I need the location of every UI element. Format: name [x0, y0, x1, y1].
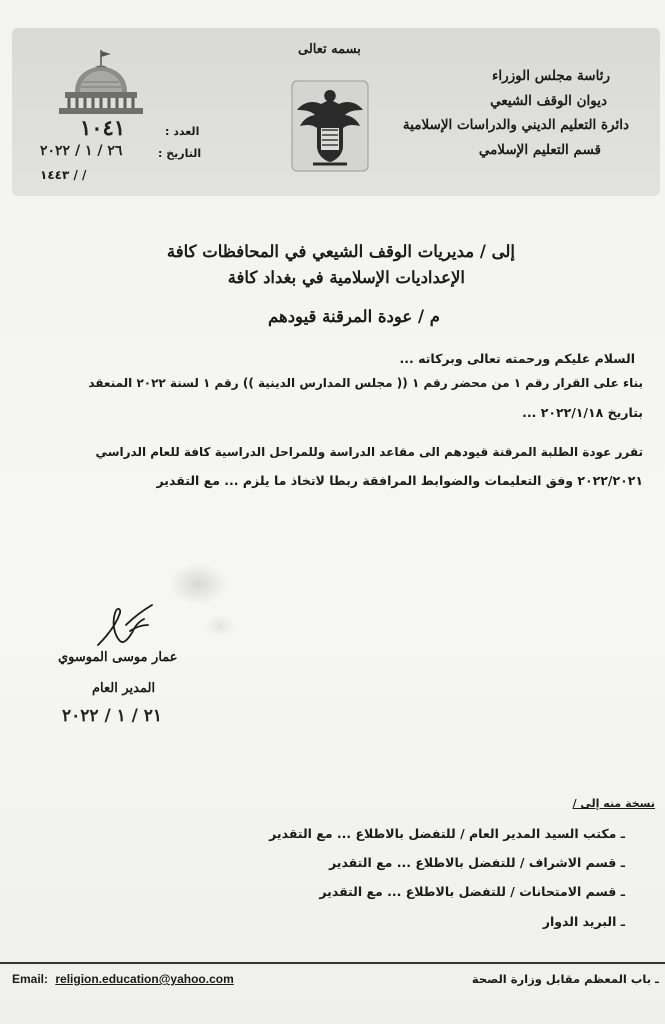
copy-item-text: البريد الدوار	[542, 914, 617, 929]
recipient-line-1: إلى / مديريات الوقف الشيعي في المحافظات كافة	[166, 242, 515, 261]
copy-item-dash: ـ	[620, 826, 625, 841]
faded-stamp-mark-small	[205, 615, 235, 637]
copies-heading: نسخة منه إلى /	[572, 797, 655, 810]
paragraph-1-line-2: بتاريخ ٢٠٢٢/١/١٨ ...	[522, 405, 643, 420]
paragraph-1-line-1: بناء على القرار رقم ١ من محضر رقم ١ (( مجلس المدارس الدينية )) رقم ١ لسنة ٢٠٢٢ المنعقد	[88, 376, 643, 390]
number-value: ١٠٤١	[80, 115, 126, 140]
paragraph-2-line-2: ٢٠٢٢/٢٠٢١ وفق التعليمات والضوابط المرافقة ربطا لاتخاذ ما يلزم ... مع التقدير	[156, 473, 643, 488]
iraq-eagle-emblem-icon	[291, 80, 369, 172]
footer-divider	[0, 962, 665, 964]
copy-item-1	[269, 826, 625, 841]
basmala: بسمه تعالى	[298, 42, 361, 57]
copy-item-2	[329, 855, 625, 870]
signatory-title: المدير العام	[92, 681, 156, 696]
copy-item-text: مكتب السيد المدير العام / للتفضل بالاطلاع ... مع التقدير	[269, 826, 617, 841]
date-label: التاريخ :	[158, 147, 202, 160]
copy-item-dash: ـ	[620, 855, 625, 870]
subject-line: م / عودة المرقنة قيودهم	[268, 307, 440, 326]
footer-email	[12, 972, 234, 986]
org-line-1: رئاسة مجلس الوزراء	[492, 68, 610, 84]
email-label: Email:	[12, 972, 49, 986]
parliament-dome-logo-icon	[53, 48, 149, 118]
faded-stamp-mark	[168, 563, 228, 605]
org-line-2: ديوان الوقف الشيعي	[490, 93, 607, 109]
signature-date: ٢١ / ١ / ٢٠٢٢	[62, 706, 163, 726]
paragraph-2-line-1: تقرر عودة الطلبة المرقنة قيودهم الى مقاعد الدراسة وللمراحل الدراسية كافة للعام الدراسي	[95, 445, 643, 459]
greeting: السلام عليكم ورحمته تعالى وبركاته ...	[399, 351, 635, 366]
recipient-line-2: الإعداديات الإسلامية في بغداد كافة	[227, 268, 465, 287]
copy-item-3	[319, 884, 625, 899]
copy-item-dash: ـ	[620, 914, 625, 929]
org-line-3: دائرة التعليم الديني والدراسات الإسلامية	[402, 117, 629, 133]
number-label: العدد :	[165, 125, 200, 138]
copy-item-text: قسم الامتحانات / للتفضل بالاطلاع ... مع التقدير	[319, 884, 617, 899]
date-value: ٢٦ / ١ / ٢٠٢٢	[40, 143, 123, 159]
copy-item-text: قسم الاشراف / للتفضل بالاطلاع ... مع التقدير	[328, 855, 617, 870]
hijri-date: / / ١٤٤٣	[40, 168, 87, 182]
copy-item-dash: ـ	[620, 884, 625, 899]
copy-item-4	[543, 914, 625, 929]
handwritten-signature-icon	[90, 595, 160, 655]
email-link[interactable]: religion.education@yahoo.com	[55, 972, 234, 986]
footer-address: ـ باب المعظم مقابل وزارة الصحة	[471, 972, 659, 986]
signatory-name: عمار موسى الموسوي	[58, 650, 178, 665]
org-line-4: قسم التعليم الإسلامي	[478, 142, 601, 158]
